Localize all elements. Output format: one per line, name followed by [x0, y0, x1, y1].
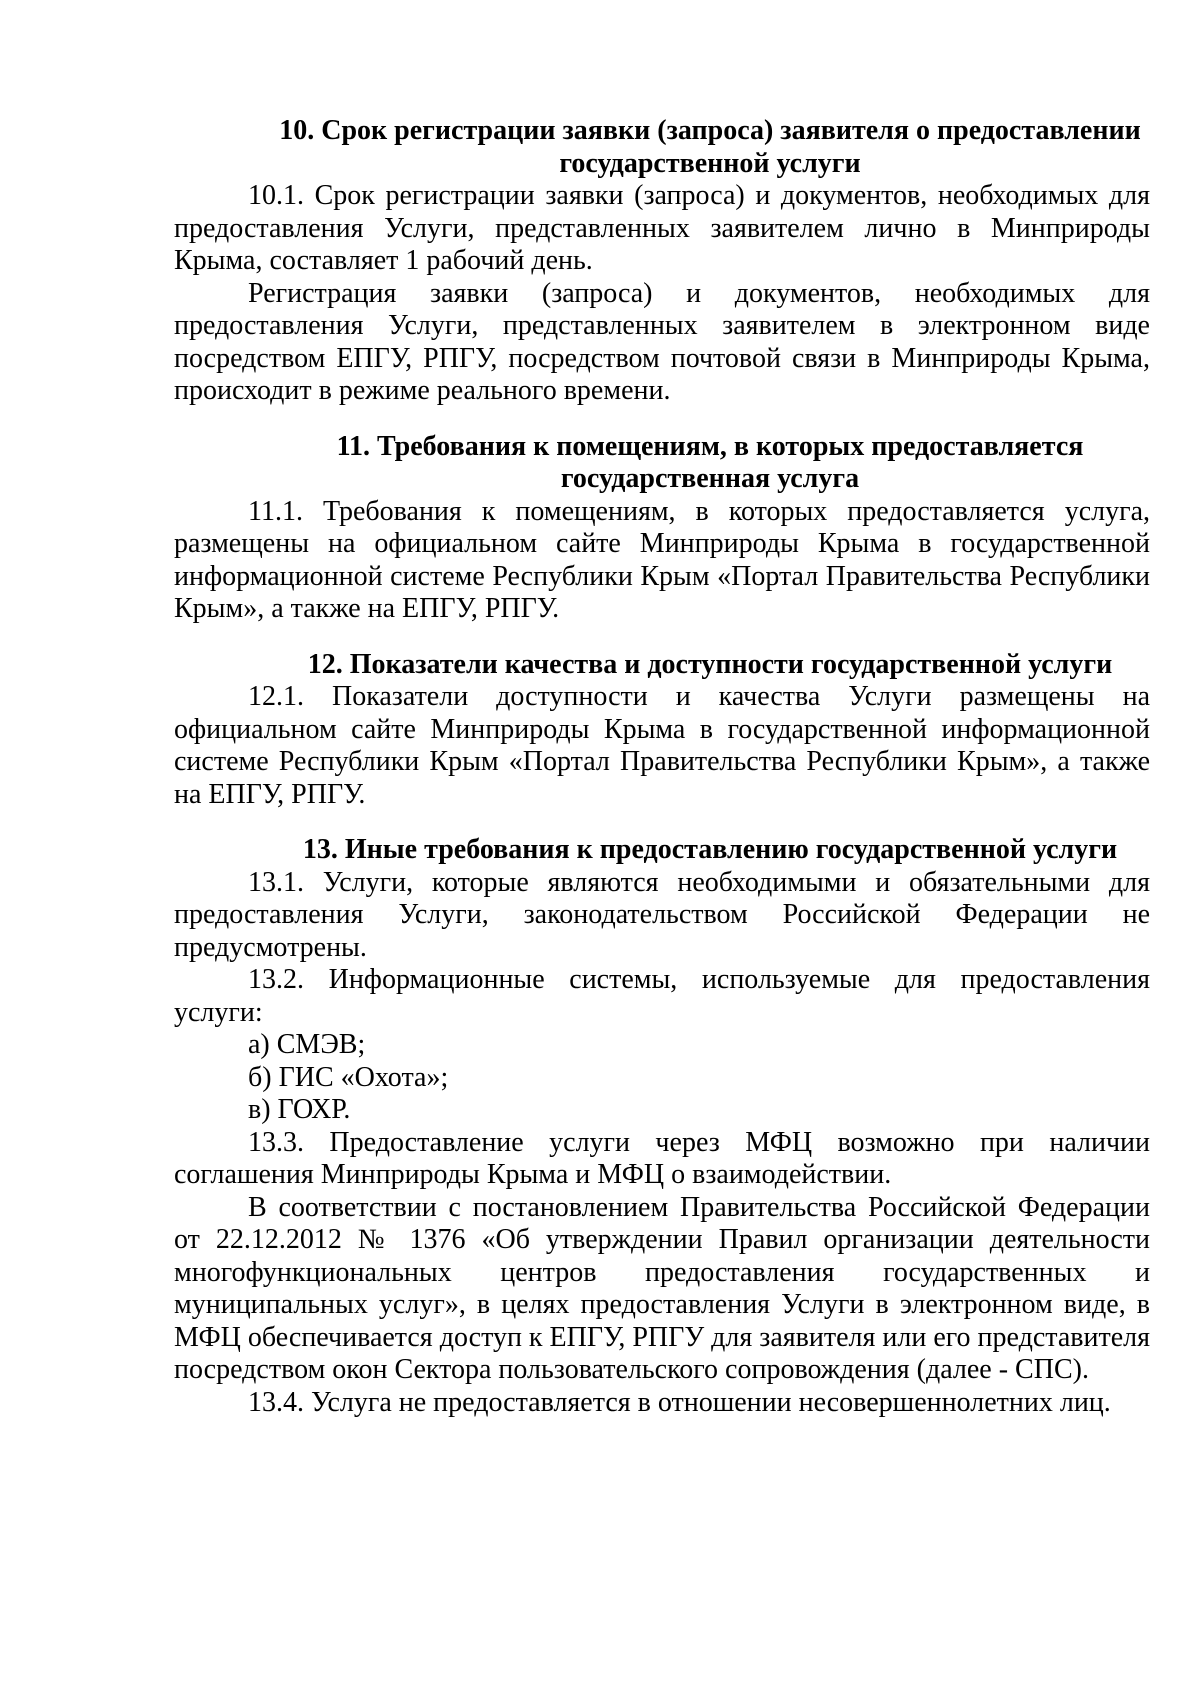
- paragraph: 13.1. Услуги, которые являются необходимыми и обязательными для предоставления Услуги, законодательством Российской Федерации не предусмотрены.: [174, 866, 1150, 963]
- section-10: [174, 115, 1150, 408]
- paragraph: Регистрация заявки (запроса) и документов, необходимых для предоставления Услуги, представленных заявителем в электронном виде посредством ЕПГУ, РПГУ, посредством почтовой связи в Минприроды Крыма, происходит в режиме реального времени.: [174, 277, 1150, 406]
- paragraph: 10.1. Срок регистрации заявки (запроса) и документов, необходимых для предоставления Услуги, представленных заявителем лично в Минприроды Крыма, составляет 1 рабочий день.: [174, 180, 1150, 276]
- section-11: [174, 431, 1150, 626]
- section-heading: 10. Срок регистрации заявки (запроса) заявителя о предоставлении государственной услуги: [279, 115, 1141, 179]
- section-13: [174, 834, 1150, 1419]
- list-item: б) ГИС «Охота»;: [248, 1061, 449, 1093]
- section-12: [174, 649, 1150, 812]
- document-body: [174, 115, 1150, 1419]
- list-item: в) ГОХР.: [248, 1094, 351, 1125]
- section-heading: 11. Требования к помещениям, в которых предоставляется государственная услуга: [336, 430, 1084, 494]
- paragraph: 12.1. Показатели доступности и качества Услуги размещены на официальном сайте Минприроды Крыма в государственной информационной системе Республики Крым «Портал Правительства Республики Крым», а также на ЕПГУ, РПГУ.: [174, 681, 1150, 810]
- paragraph: 13.4. Услуга не предоставляется в отношении несовершеннолетних лиц.: [248, 1386, 1111, 1418]
- section-heading: 12. Показатели качества и доступности государственной услуги: [307, 648, 1113, 680]
- section-heading: 13. Иные требования к предоставлению государственной услуги: [302, 834, 1118, 865]
- list-item: а) СМЭВ;: [248, 1029, 366, 1060]
- paragraph: 13.2. Информационные системы, используемые для предоставления услуги:: [174, 964, 1150, 1028]
- paragraph: 11.1. Требования к помещениям, в которых предоставляется услуга, размещены на официальном сайте Минприроды Крыма в государственной информационной системе Республики Крым «Портал Правительства Республики Крым», а также на ЕПГУ, РПГУ.: [174, 495, 1150, 624]
- paragraph: В соответствии с постановлением Правительства Российской Федерации от 22.12.2012 № 1376 «Об утверждении Правил организации деятельности многофункциональных центров предоставления государственных и муниципальных услуг», в целях предоставления Услуги в электронном виде, в МФЦ обеспечивается доступ к ЕПГУ, РПГУ для заявителя или его представителя посредством окон Сектора пользовательского сопровождения (далее - СПС).: [174, 1191, 1150, 1385]
- paragraph: 13.3. Предоставление услуги через МФЦ возможно при наличии соглашения Минприроды Крыма и МФЦ о взаимодействии.: [174, 1126, 1150, 1190]
